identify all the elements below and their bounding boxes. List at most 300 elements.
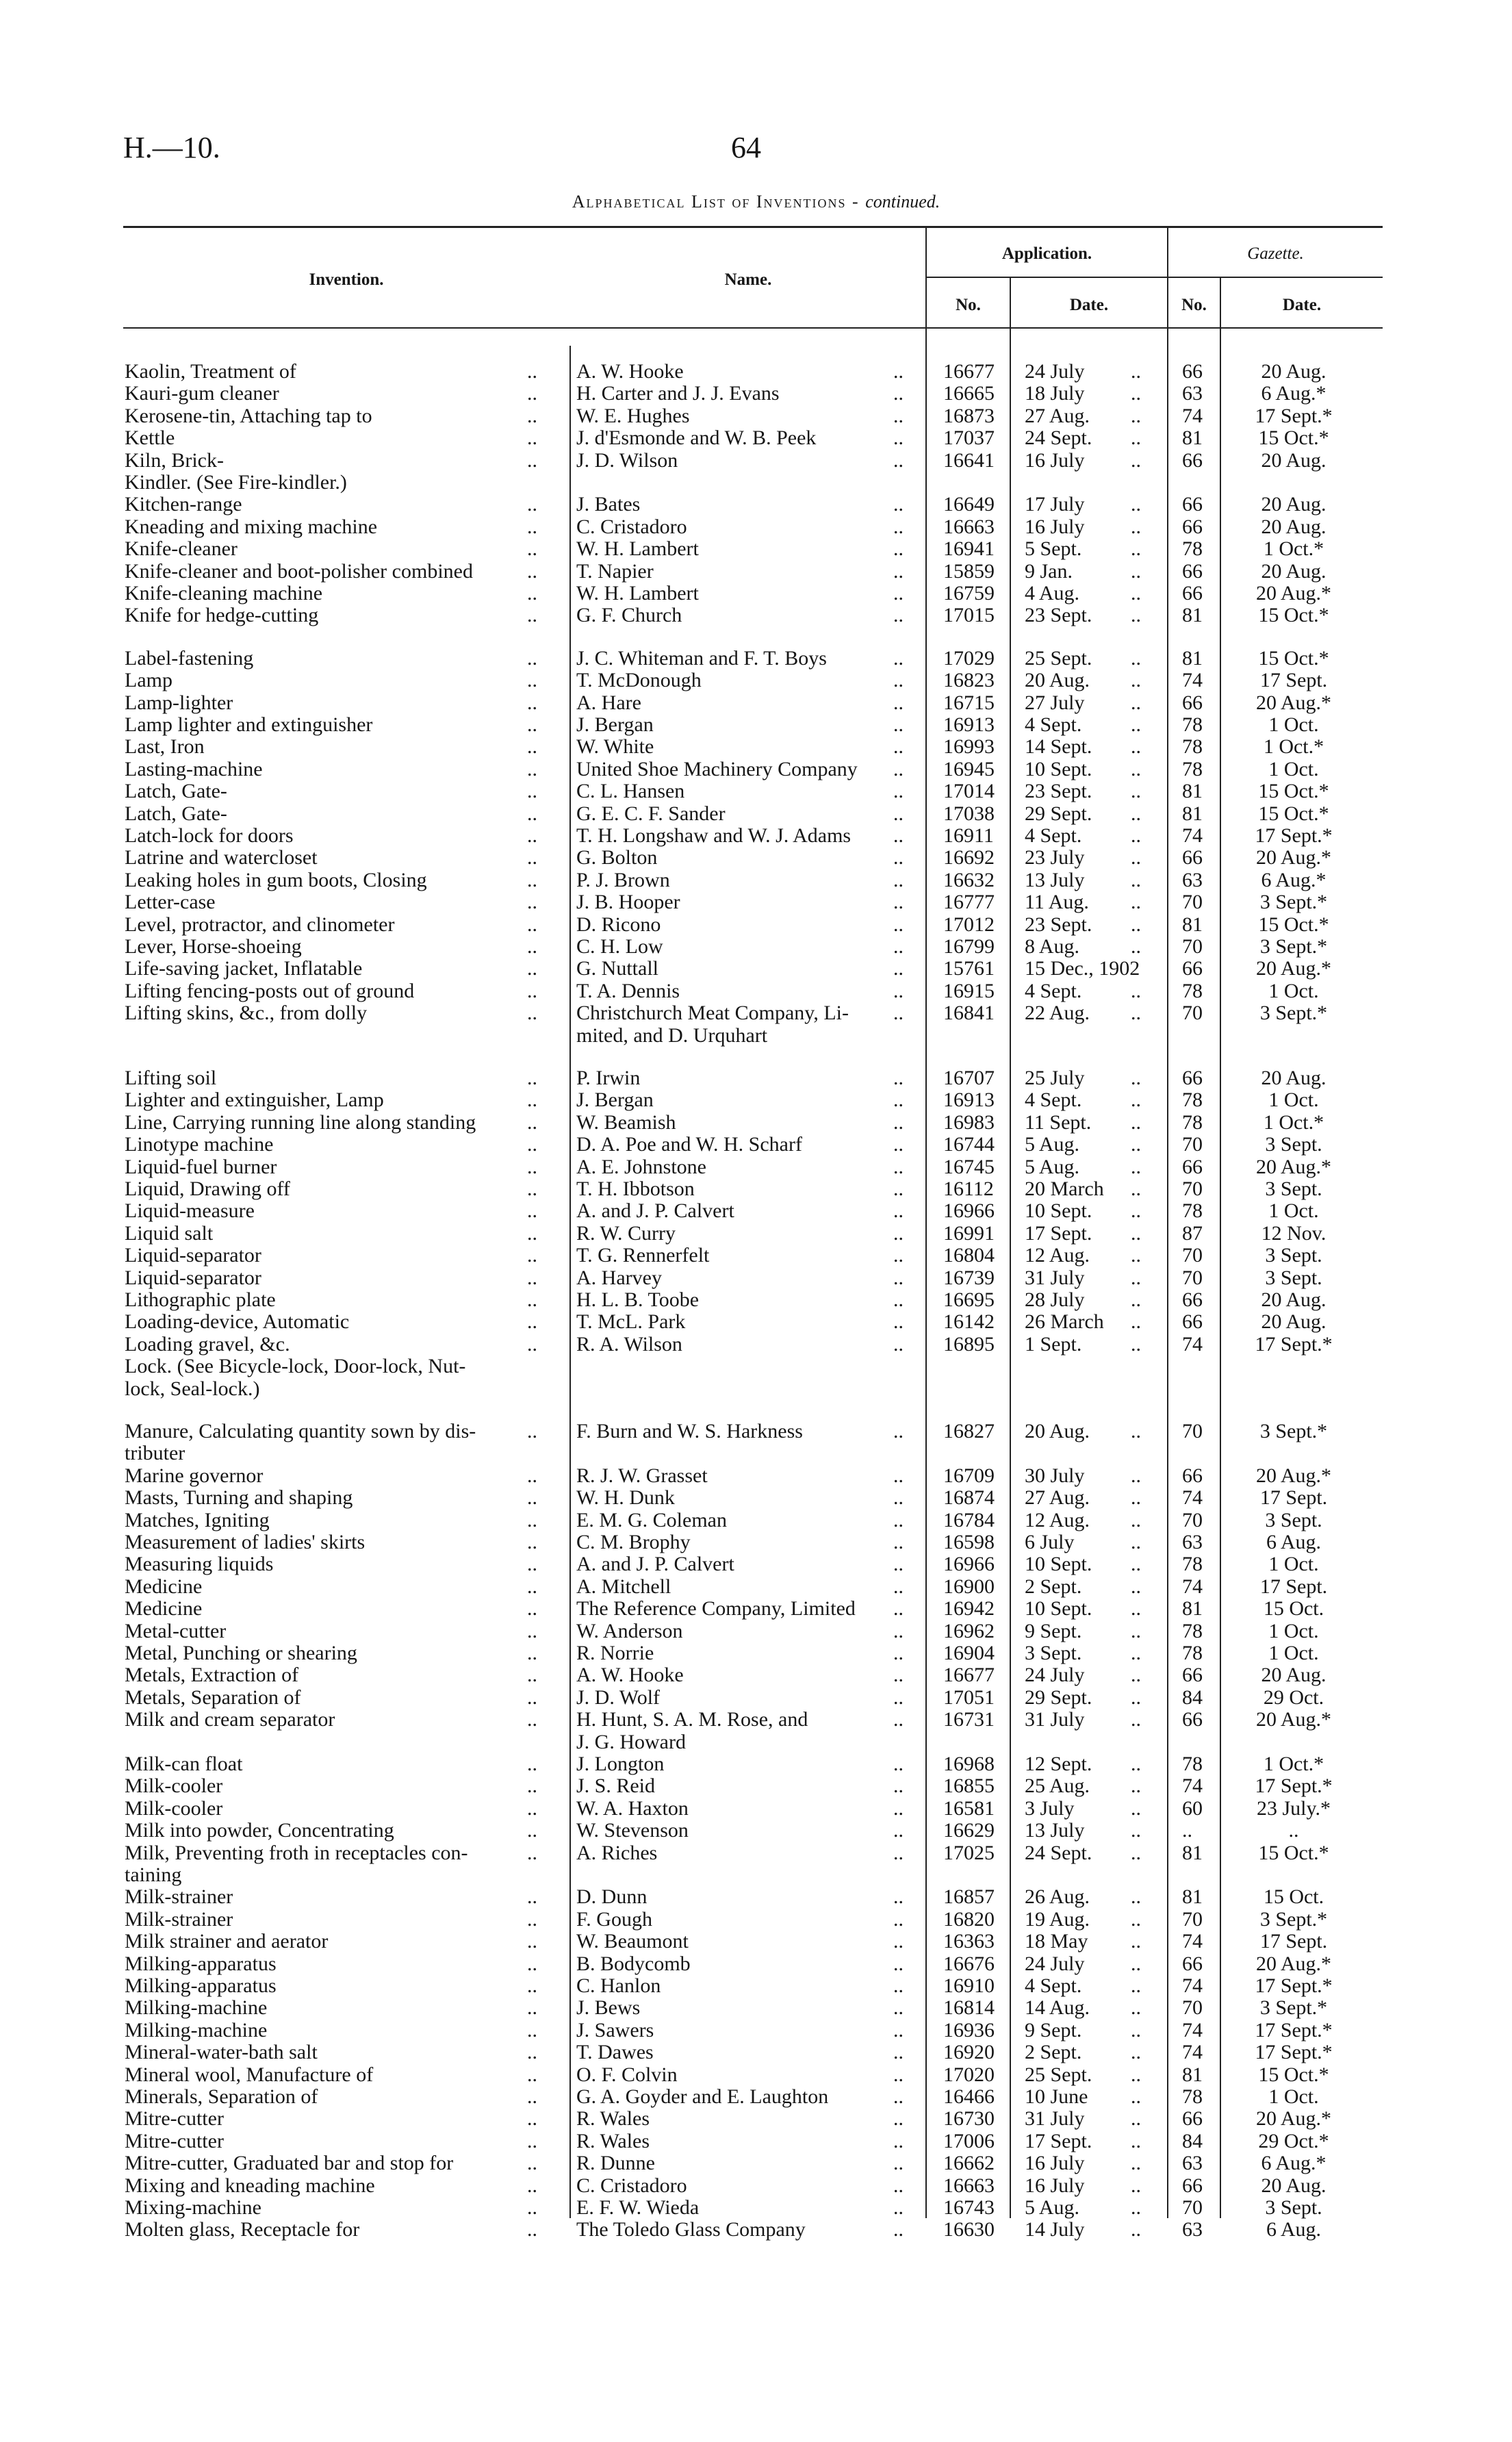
leader-dots: .. (893, 493, 904, 516)
row-name: G. Bolton (576, 846, 658, 869)
row-invention: Lamp-lighter (125, 691, 233, 714)
row-name: A. W. Hooke (576, 360, 684, 383)
row-invention: Metals, Separation of (125, 1686, 301, 1709)
row-app-date: 4 Sept. (1025, 980, 1082, 1002)
row-app-date: 4 Sept. (1025, 713, 1082, 736)
row-gaz-date: 17 Sept.* (1255, 1974, 1333, 1997)
row-gaz-no: 70 (1182, 891, 1203, 913)
table-row (0, 825, 1512, 847)
row-name: J. Sawers (576, 2019, 654, 2042)
table-row (0, 1753, 1512, 1775)
leader-dots: .. (893, 2107, 904, 2130)
row-app-no: 16739 (943, 1267, 995, 1289)
table-row (0, 1731, 1512, 1753)
row-gaz-no: 74 (1182, 1930, 1203, 1953)
leader-dots: .. (527, 1664, 537, 1686)
row-gaz-date: 17 Sept.* (1255, 1333, 1333, 1356)
table-row (0, 1598, 1512, 1620)
leader-dots: .. (893, 1930, 904, 1953)
row-invention: Kneading and mixing machine (125, 516, 378, 538)
row-invention: Lamp (125, 669, 172, 691)
row-app-date: 5 Sept. (1025, 537, 1082, 560)
row-name: C. H. Low (576, 935, 663, 958)
leader-dots: .. (527, 869, 537, 891)
leader-dots: .. (527, 647, 537, 670)
col-invention-header: Invention. (309, 270, 384, 289)
row-gaz-no: 78 (1182, 537, 1203, 560)
table-row (0, 759, 1512, 780)
row-gaz-no: 70 (1182, 1002, 1203, 1024)
row-gaz-date: 1 Oct.* (1263, 1111, 1324, 1134)
row-gaz-date: 17 Sept. (1259, 1486, 1328, 1509)
leader-dots: .. (1131, 493, 1141, 516)
row-app-no: 16911 (943, 824, 994, 847)
row-app-no: 16466 (943, 2085, 995, 2108)
row-gaz-date: 15 Oct.* (1258, 647, 1329, 670)
row-gaz-no: 66 (1182, 1708, 1203, 1731)
leader-dots: .. (893, 537, 904, 560)
table-row (0, 1223, 1512, 1245)
leader-dots: .. (1131, 1996, 1141, 2019)
leader-dots: .. (1131, 1819, 1141, 1842)
leader-dots: .. (1131, 405, 1141, 427)
row-name: D. A. Poe and W. H. Scharf (576, 1133, 802, 1156)
row-app-date: 13 July (1025, 1819, 1085, 1842)
row-gaz-no: 66 (1182, 1288, 1203, 1311)
leader-dots: .. (527, 427, 537, 449)
row-app-date: 5 Aug. (1025, 2196, 1080, 2219)
page-number: 64 (731, 131, 761, 164)
row-gaz-date: 20 Aug. (1261, 449, 1327, 472)
row-app-date: 24 Sept. (1025, 427, 1092, 449)
row-gaz-no: 70 (1182, 1133, 1203, 1156)
leader-dots: .. (893, 1553, 904, 1575)
row-name: W. Beaumont (576, 1930, 689, 1953)
leader-dots: .. (893, 780, 904, 802)
row-gaz-date: 6 Aug.* (1261, 2152, 1327, 2174)
row-gaz-no: 87 (1182, 1222, 1203, 1245)
leader-dots: .. (893, 1133, 904, 1156)
leader-dots: .. (527, 1686, 537, 1709)
leader-dots: .. (527, 957, 537, 980)
table-row (0, 1267, 1512, 1289)
row-name: J. C. Whiteman and F. T. Boys (576, 647, 827, 670)
row-invention: Metal-cutter (125, 1620, 227, 1642)
row-app-date: 9 Sept. (1025, 2019, 1082, 2042)
table-row (0, 1465, 1512, 1487)
row-gaz-no: 78 (1182, 1089, 1203, 1111)
table-row (0, 1687, 1512, 1709)
leader-dots: .. (893, 1819, 904, 1842)
leader-dots: .. (527, 449, 537, 472)
table-row (0, 1531, 1512, 1553)
row-app-date: 19 Aug. (1025, 1908, 1090, 1931)
row-app-no: 16910 (943, 1974, 995, 1997)
leader-dots: .. (1131, 1842, 1141, 1864)
leader-dots: .. (1131, 1156, 1141, 1178)
row-gaz-no: 81 (1182, 780, 1203, 802)
leader-dots: .. (527, 669, 537, 691)
row-gaz-date: 20 Aug.* (1255, 1464, 1331, 1487)
row-gaz-no: 70 (1182, 1244, 1203, 1267)
leader-dots: .. (893, 1333, 904, 1356)
table-row (0, 1442, 1512, 1464)
leader-dots: .. (1131, 2085, 1141, 2108)
row-name: J. Bates (576, 493, 641, 516)
table-row (0, 980, 1512, 1002)
row-gaz-no: 63 (1182, 2152, 1203, 2174)
leader-dots: .. (1131, 1067, 1141, 1089)
leader-dots: .. (527, 691, 537, 714)
row-app-date: 5 Aug. (1025, 1156, 1080, 1178)
leader-dots: .. (893, 1310, 904, 1333)
row-invention: Loading-device, Automatic (125, 1310, 350, 1333)
leader-dots: .. (527, 1797, 537, 1820)
row-name: T. McDonough (576, 669, 702, 691)
row-gaz-date: 20 Aug.* (1255, 2107, 1331, 2130)
row-app-date: 4 Sept. (1025, 824, 1082, 847)
table-row (0, 1245, 1512, 1267)
leader-dots: .. (527, 1885, 537, 1908)
row-gaz-no: 66 (1182, 582, 1203, 605)
row-gaz-date: 3 Sept. (1265, 1133, 1322, 1156)
row-gaz-date: 20 Aug.* (1255, 846, 1331, 869)
row-gaz-no: 78 (1182, 2085, 1203, 2108)
row-gaz-date: 3 Sept. (1265, 1509, 1322, 1531)
leader-dots: .. (1131, 1002, 1141, 1024)
row-gaz-no: 78 (1182, 1753, 1203, 1775)
row-invention: Liquid-separator (125, 1267, 261, 1289)
row-gaz-date: 3 Sept. (1265, 1267, 1322, 1289)
leader-dots: .. (1131, 802, 1141, 825)
leader-dots: .. (527, 935, 537, 958)
table-row (0, 516, 1512, 538)
leader-dots: .. (1131, 427, 1141, 449)
row-gaz-no: 78 (1182, 735, 1203, 758)
row-name: A. Harvey (576, 1267, 662, 1289)
leader-dots: .. (893, 1996, 904, 2019)
row-invention: Kettle (125, 427, 175, 449)
row-name: mited, and D. Urquhart (576, 1024, 768, 1047)
table-row (0, 1664, 1512, 1686)
row-invention: Kerosene-tin, Attaching tap to (125, 405, 372, 427)
leader-dots: .. (893, 582, 904, 605)
table-row (0, 1975, 1512, 1997)
row-app-date: 4 Aug. (1025, 582, 1080, 605)
row-app-no: 17051 (943, 1686, 995, 1709)
row-gaz-no: 81 (1182, 1597, 1203, 1620)
table-row (0, 1356, 1512, 1377)
row-invention: Latch-lock for doors (125, 824, 294, 847)
row-app-date: 31 July (1025, 2107, 1085, 2130)
leader-dots: .. (1131, 2107, 1141, 2130)
row-app-no: 16630 (943, 2218, 995, 2241)
leader-dots: .. (527, 780, 537, 802)
row-gaz-date: 1 Oct. (1268, 1089, 1319, 1111)
row-app-no: 16695 (943, 1288, 995, 1311)
table-row (0, 2175, 1512, 2197)
leader-dots: .. (1131, 2041, 1141, 2063)
row-name: A. Hare (576, 691, 641, 714)
row-invention: Marine governor (125, 1464, 264, 1487)
leader-dots: .. (1131, 360, 1141, 383)
leader-dots: .. (527, 516, 537, 538)
row-gaz-no: 78 (1182, 1111, 1203, 1134)
row-invention: Milking-apparatus (125, 1974, 277, 1997)
row-app-date: 17 Sept. (1025, 2130, 1092, 2152)
row-name: P. Irwin (576, 1067, 641, 1089)
row-gaz-no: 66 (1182, 1156, 1203, 1178)
leader-dots: .. (1131, 1178, 1141, 1200)
leader-dots: .. (527, 1642, 537, 1664)
leader-dots: .. (1131, 1553, 1141, 1575)
row-app-date: 24 Sept. (1025, 1842, 1092, 1864)
leader-dots: .. (1131, 560, 1141, 583)
row-invention: Lock. (See Bicycle-lock, Door-lock, Nut- (125, 1355, 466, 1377)
row-invention: lock, Seal-lock.) (125, 1377, 260, 1400)
row-app-no: 16966 (943, 1553, 995, 1575)
leader-dots: .. (1131, 780, 1141, 802)
row-app-date: 28 July (1025, 1288, 1085, 1311)
table-row (0, 1002, 1512, 1024)
table-row (0, 450, 1512, 472)
row-gaz-date: 20 Aug.* (1255, 1708, 1331, 1731)
row-name: Christchurch Meat Company, Li- (576, 1002, 849, 1024)
row-gaz-no: 70 (1182, 935, 1203, 958)
row-gaz-date: 17 Sept. (1259, 1575, 1328, 1598)
row-app-date: 26 March (1025, 1310, 1104, 1333)
row-gaz-date: 3 Sept. (1265, 1178, 1322, 1200)
table-row (0, 2219, 1512, 2241)
row-gaz-date: 15 Oct.* (1258, 2063, 1329, 2086)
row-gaz-no: 66 (1182, 1067, 1203, 1089)
leader-dots: .. (1131, 1953, 1141, 1975)
table-row (0, 1378, 1512, 1400)
leader-dots: .. (1131, 824, 1141, 847)
leader-dots: .. (527, 1753, 537, 1775)
row-app-no: 17025 (943, 1842, 995, 1864)
row-name: H. Carter and J. J. Evans (576, 382, 780, 405)
leader-dots: .. (527, 1333, 537, 1356)
leader-dots: .. (893, 1267, 904, 1289)
row-invention: Knife-cleaning machine (125, 582, 323, 605)
leader-dots: .. (1131, 1133, 1141, 1156)
row-gaz-no: 74 (1182, 1575, 1203, 1598)
leader-dots: .. (893, 2152, 904, 2174)
row-invention: Loading gravel, &c. (125, 1333, 290, 1356)
leader-dots: .. (1131, 1199, 1141, 1222)
row-invention: Kiln, Brick- (125, 449, 224, 472)
leader-dots: .. (1131, 1642, 1141, 1664)
row-gaz-no: 66 (1182, 1953, 1203, 1975)
leader-dots: .. (527, 2063, 537, 2086)
row-gaz-date: 15 Oct.* (1258, 780, 1329, 802)
col-gaz-date-header: Date. (1282, 296, 1322, 314)
leader-dots: .. (527, 1310, 537, 1333)
table-row (0, 1510, 1512, 1531)
row-gaz-no: 81 (1182, 647, 1203, 670)
row-app-no: 16744 (943, 1133, 995, 1156)
leader-dots: .. (893, 560, 904, 583)
row-app-date: 10 Sept. (1025, 1553, 1092, 1575)
row-name: R. W. Curry (576, 1222, 676, 1245)
table-row (0, 2152, 1512, 2174)
leader-dots: .. (527, 846, 537, 869)
leader-dots: .. (527, 1067, 537, 1089)
leader-dots: .. (893, 2218, 904, 2241)
row-app-date: 3 July (1025, 1797, 1075, 1820)
leader-dots: .. (1131, 869, 1141, 891)
row-invention: Liquid-measure (125, 1199, 255, 1222)
row-app-no: 16855 (943, 1775, 995, 1797)
leader-dots: .. (893, 913, 904, 936)
row-app-no: 17020 (943, 2063, 995, 2086)
leader-dots: .. (1131, 1310, 1141, 1333)
leader-dots: .. (893, 669, 904, 691)
row-gaz-no: 74 (1182, 824, 1203, 847)
row-app-date: 30 July (1025, 1464, 1085, 1487)
leader-dots: .. (893, 1953, 904, 1975)
leader-dots: .. (1131, 913, 1141, 936)
leader-dots: .. (527, 493, 537, 516)
row-gaz-date: 20 Aug. (1261, 493, 1327, 516)
leader-dots: .. (1131, 1288, 1141, 1311)
row-app-no: 16900 (943, 1575, 995, 1598)
row-invention: Lasting-machine (125, 758, 263, 780)
row-invention: Measurement of ladies' skirts (125, 1531, 366, 1553)
row-name: The Toledo Glass Company (576, 2218, 806, 2241)
row-name: C. M. Brophy (576, 1531, 691, 1553)
row-invention: Mixing and kneading machine (125, 2174, 375, 2197)
leader-dots: .. (1131, 2152, 1141, 2174)
row-gaz-date: 17 Sept.* (1255, 405, 1333, 427)
row-gaz-date: 15 Oct.* (1258, 427, 1329, 449)
row-invention: Last, Iron (125, 735, 205, 758)
row-gaz-date: 20 Aug.* (1255, 1953, 1331, 1975)
row-name: W. E. Hughes (576, 405, 690, 427)
row-app-date: 16 July (1025, 449, 1085, 472)
leader-dots: .. (1131, 1930, 1141, 1953)
row-gaz-date: 15 Oct.* (1258, 1842, 1329, 1864)
leader-dots: .. (527, 2107, 537, 2130)
leader-dots: .. (1131, 669, 1141, 691)
row-app-date: 27 July (1025, 691, 1085, 714)
row-invention: Lamp lighter and extinguisher (125, 713, 373, 736)
row-app-no: 16677 (943, 1664, 995, 1686)
row-gaz-date: 20 Aug.* (1255, 1156, 1331, 1178)
leader-dots: .. (527, 1531, 537, 1553)
row-name: R. Norrie (576, 1642, 654, 1664)
row-app-no: 16962 (943, 1620, 995, 1642)
row-app-no: 16707 (943, 1067, 995, 1089)
row-app-no: 16799 (943, 935, 995, 958)
leader-dots: .. (1131, 2063, 1141, 2086)
leader-dots: .. (893, 824, 904, 847)
table-row (0, 936, 1512, 958)
table-row (0, 1620, 1512, 1642)
row-name: C. Cristadoro (576, 516, 687, 538)
leader-dots: .. (527, 913, 537, 936)
leader-dots: .. (893, 1664, 904, 1686)
leader-dots: .. (527, 405, 537, 427)
leader-dots: .. (1131, 1686, 1141, 1709)
leader-dots: .. (527, 802, 537, 825)
table-row (0, 1200, 1512, 1222)
header-bottom-rule (123, 327, 1383, 329)
row-invention: Liquid, Drawing off (125, 1178, 290, 1200)
leader-dots: .. (893, 869, 904, 891)
row-app-no: 16895 (943, 1333, 995, 1356)
row-gaz-date: 20 Aug.* (1255, 957, 1331, 980)
caption-continued: continued. (865, 192, 940, 212)
leader-dots: .. (1131, 2218, 1141, 2241)
row-app-no: 17014 (943, 780, 995, 802)
row-name: F. Burn and W. S. Harkness (576, 1420, 803, 1442)
row-app-no: 16745 (943, 1156, 995, 1178)
row-app-date: 26 Aug. (1025, 1885, 1090, 1908)
row-app-date: 29 Sept. (1025, 1686, 1092, 1709)
table-row (0, 1289, 1512, 1311)
leader-dots: .. (893, 2174, 904, 2197)
row-invention: Mitre-cutter (125, 2107, 224, 2130)
row-invention: Milk-strainer (125, 1885, 233, 1908)
table-row (0, 670, 1512, 691)
row-app-no: 16677 (943, 360, 995, 383)
row-invention: Lifting fencing-posts out of ground (125, 980, 415, 1002)
row-name: R. J. W. Grasset (576, 1464, 708, 1487)
row-name: T. A. Dennis (576, 980, 680, 1002)
table-row (0, 869, 1512, 891)
row-app-date: 25 Sept. (1025, 2063, 1092, 2086)
leader-dots: .. (893, 1420, 904, 1442)
leader-dots: .. (1131, 582, 1141, 605)
leader-dots: .. (527, 582, 537, 605)
leader-dots: .. (893, 2041, 904, 2063)
row-invention: Milk-can float (125, 1753, 243, 1775)
row-name: E. F. W. Wieda (576, 2196, 700, 2219)
leader-dots: .. (527, 758, 537, 780)
row-app-date: 20 Aug. (1025, 669, 1090, 691)
row-gaz-date: 20 Aug. (1261, 1067, 1327, 1089)
row-app-date: 10 Sept. (1025, 1199, 1092, 1222)
row-name: C. L. Hansen (576, 780, 685, 802)
leader-dots: .. (893, 1178, 904, 1200)
row-gaz-date: 20 Aug. (1261, 516, 1327, 538)
row-gaz-no: 66 (1182, 560, 1203, 583)
leader-dots: .. (527, 735, 537, 758)
table-row (0, 1487, 1512, 1509)
row-app-date: 24 July (1025, 1664, 1085, 1686)
row-name: J. Bergan (576, 713, 654, 736)
leader-dots: .. (893, 1620, 904, 1642)
leader-dots: .. (1131, 1974, 1141, 1997)
row-gaz-no: 78 (1182, 1553, 1203, 1575)
row-gaz-date: 20 Aug. (1261, 1310, 1327, 1333)
row-name: W. Anderson (576, 1620, 683, 1642)
row-gaz-no: 78 (1182, 1642, 1203, 1664)
row-app-date: 2 Sept. (1025, 1575, 1082, 1598)
row-gaz-no: .. (1182, 1819, 1192, 1842)
leader-dots: .. (1131, 1620, 1141, 1642)
leader-dots: .. (1131, 1464, 1141, 1487)
row-gaz-date: 1 Oct.* (1263, 1753, 1324, 1775)
row-name: R. Wales (576, 2107, 650, 2130)
row-name: W. H. Dunk (576, 1486, 675, 1509)
row-app-date: 15 Dec., 1902 (1025, 957, 1140, 980)
leader-dots: .. (893, 1797, 904, 1820)
row-gaz-no: 66 (1182, 957, 1203, 980)
row-name: D. Dunn (576, 1885, 648, 1908)
